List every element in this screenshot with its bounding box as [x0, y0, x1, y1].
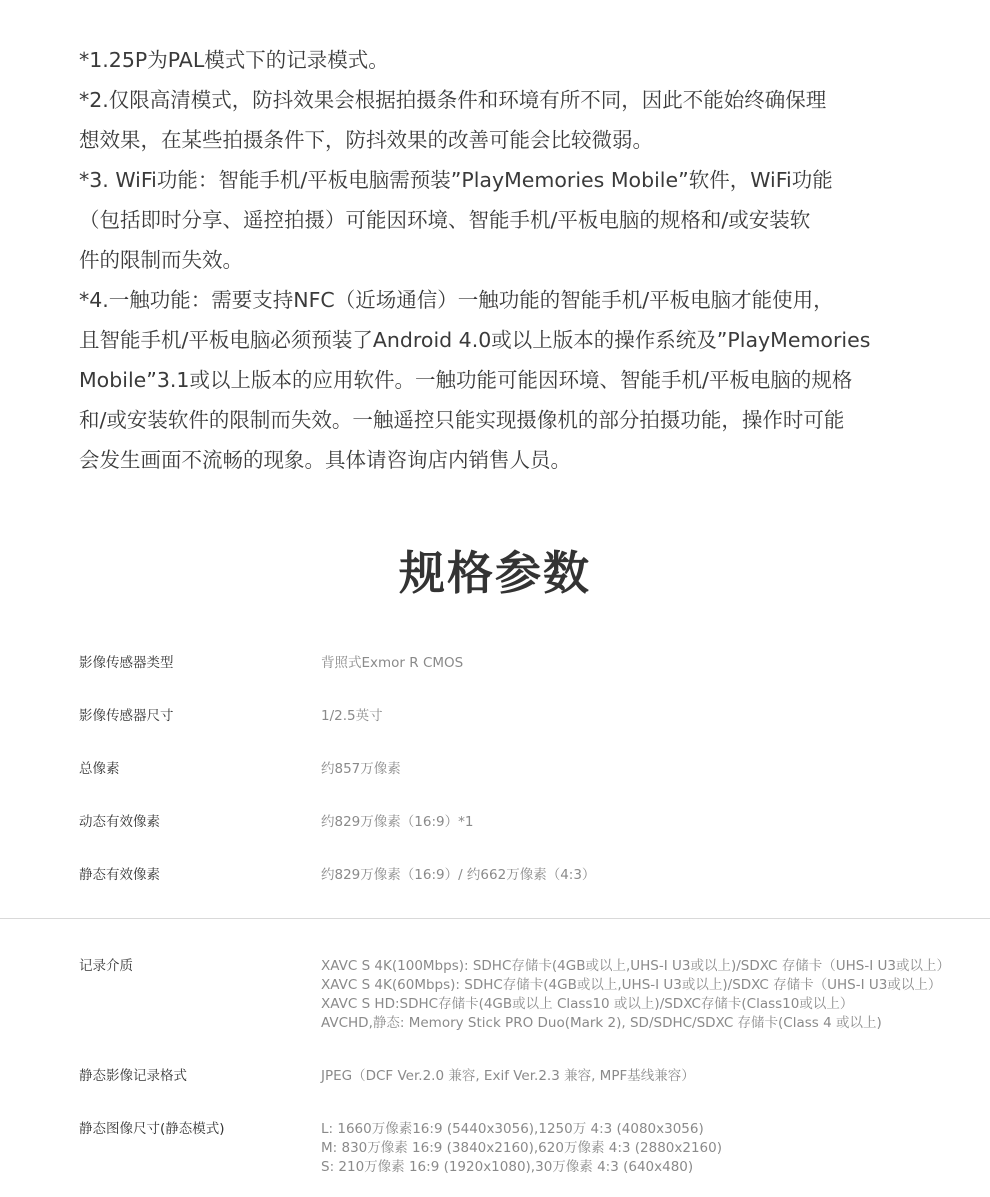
spec-label: 静态有效像素	[79, 867, 160, 883]
footnote-line: *3. WiFi功能：智能手机/平板电脑需预装”PlayMemories Mobile”软件，WiFi功能	[79, 168, 833, 192]
spec-value	[321, 866, 595, 885]
spec-value	[321, 654, 463, 673]
spec-value-line: 约829万像素（16:9）*1	[321, 814, 474, 830]
spec-value	[321, 1067, 695, 1086]
spec-value-line: AVCHD,静态: Memory Stick PRO Duo(Mark 2), SD/SDHC/SDXC 存储卡(Class 4 或以上)	[321, 1015, 882, 1031]
spec-value-line: XAVC S 4K(60Mbps): SDHC存储卡(4GB或以上,UHS-I U3或以上)/SDXC 存储卡（UHS-I U3或以上）	[321, 977, 942, 993]
spec-value-line: S: 210万像素 16:9 (1920x1080),30万像素 4:3 (640x480)	[321, 1159, 694, 1175]
footnote-line: 会发生画面不流畅的现象。具体请咨询店内销售人员。	[79, 448, 571, 472]
spec-value-line: 约857万像素	[321, 761, 401, 777]
footnote-line: 且智能手机/平板电脑必须预装了Android 4.0或以上版本的操作系统及”PlayMemories	[79, 328, 871, 352]
footnote-line: *2.仅限高清模式，防抖效果会根据拍摄条件和环境有所不同，因此不能始终确保理	[79, 88, 827, 112]
spec-label: 总像素	[79, 761, 120, 777]
spec-value	[321, 760, 401, 779]
spec-value-line: XAVC S HD:SDHC存储卡(4GB或以上 Class10 或以上)/SDXC存储卡(Class10或以上）	[321, 996, 854, 1012]
spec-value-line: JPEG（DCF Ver.2.0 兼容, Exif Ver.2.3 兼容, MPF基线兼容）	[321, 1068, 695, 1084]
spec-label: 影像传感器尺寸	[79, 708, 174, 724]
spec-label: 影像传感器类型	[79, 655, 174, 671]
section-title: 规格参数	[399, 546, 591, 600]
spec-value-line: 背照式Exmor R CMOS	[321, 655, 464, 671]
footnotes	[79, 40, 919, 480]
footnote-line: *4.一触功能：需要支持NFC（近场通信）一触功能的智能手机/平板电脑才能使用，	[79, 288, 834, 312]
spec-label: 静态影像记录格式	[79, 1068, 187, 1084]
footnote-line: （包括即时分享、遥控拍摄）可能因环境、智能手机/平板电脑的规格和/或安装软	[79, 208, 811, 232]
footnote-line: 和/或安装软件的限制而失效。一触遥控只能实现摄像机的部分拍摄功能，操作时可能	[79, 408, 845, 432]
spec-label: 记录介质	[79, 958, 133, 974]
spec-value	[321, 957, 950, 1033]
spec-value-line: L: 1660万像素16:9 (5440x3056),1250万 4:3 (4080x3056)	[321, 1121, 704, 1137]
footnote-line: 件的限制而失效。	[79, 248, 243, 272]
spec-label: 静态图像尺寸(静态模式)	[79, 1121, 225, 1137]
spec-value-line: M: 830万像素 16:9 (3840x2160),620万像素 4:3 (2880x2160)	[321, 1140, 722, 1156]
spec-value	[321, 707, 383, 726]
section-divider	[0, 918, 990, 919]
spec-label: 动态有效像素	[79, 814, 160, 830]
spec-value	[321, 813, 473, 832]
spec-value-line: 约829万像素（16:9）/ 约662万像素（4:3）	[321, 867, 596, 883]
footnote-line: Mobile”3.1或以上版本的应用软件。一触功能可能因环境、智能手机/平板电脑的规格	[79, 368, 853, 392]
footnote-line: *1.25P为PAL模式下的记录模式。	[79, 48, 389, 72]
spec-value	[321, 1120, 722, 1177]
spec-value-line: XAVC S 4K(100Mbps): SDHC存储卡(4GB或以上,UHS-I U3或以上)/SDXC 存储卡（UHS-I U3或以上）	[321, 958, 950, 974]
footnote-line: 想效果，在某些拍摄条件下，防抖效果的改善可能会比较微弱。	[79, 128, 653, 152]
spec-value-line: 1/2.5英寸	[321, 708, 383, 724]
